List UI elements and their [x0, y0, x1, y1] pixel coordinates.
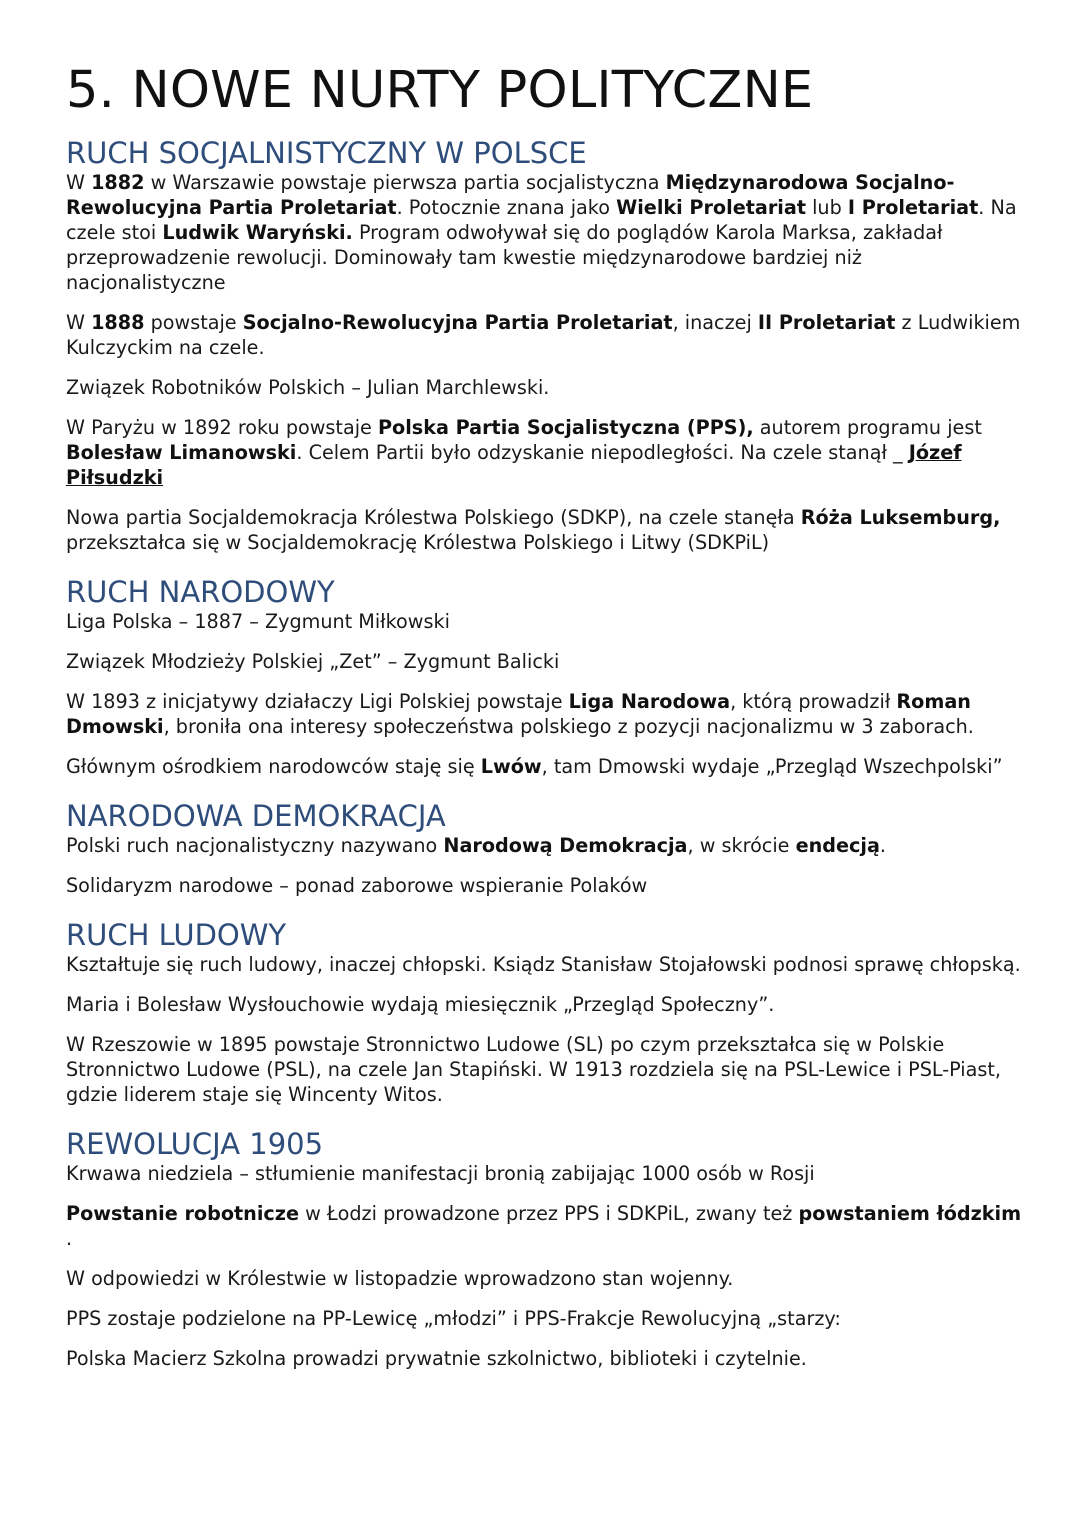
text-run: , którą prowadził	[730, 690, 897, 713]
paragraph	[66, 1306, 1026, 1331]
text-run: , inaczej	[672, 311, 758, 334]
text-run: W odpowiedzi w Królestwie w listopadzie wprowadzono stan wojenny.	[66, 1267, 734, 1290]
section	[66, 918, 1026, 1107]
text-run: Liga Polska – 1887 – Zygmunt Miłkowski	[66, 610, 450, 633]
text-run: przekształca się w Socjaldemokrację Królestwa Polskiego i Litwy (SDKPiL)	[66, 531, 770, 554]
text-run: Solidaryzm narodowe – ponad zaborowe wspieranie Polaków	[66, 874, 648, 897]
paragraph	[66, 992, 1026, 1017]
text-run: W	[66, 311, 92, 334]
text-run: W Rzeszowie w 1895 powstaje Stronnictwo Ludowe (SL) po czym przekształca się w Polskie Stronnictwo Ludowe (PSL), na czele Jan Stapiński. W 1913 rozdziela się na PSL-Lewice i PSL-Piast, gdzie liderem staje się Wincenty Witos.	[66, 1033, 1002, 1106]
bold-text: Róża Luksemburg,	[800, 506, 1001, 529]
paragraph	[66, 952, 1026, 977]
section-heading: REWOLUCJA 1905	[66, 1127, 324, 1161]
text-run: W	[66, 171, 92, 194]
text-run: Kształtuje się ruch ludowy, inaczej chłopski. Ksiądz Stanisław Stojałowski podnosi sprawę chłopską.	[66, 953, 1021, 976]
text-run: Polska Macierz Szkolna prowadzi prywatnie szkolnictwo, biblioteki i czytelnie.	[66, 1347, 807, 1370]
text-run: W 1893 z inicjatywy działaczy Ligi Polskiej powstaje	[66, 690, 569, 713]
bold-text: Narodową Demokracja	[443, 834, 688, 857]
section	[66, 799, 1026, 898]
text-run: Głównym ośrodkiem narodowców staję się	[66, 755, 481, 778]
paragraph	[66, 1161, 1026, 1186]
section	[66, 136, 1026, 555]
bold-text: 1888	[91, 311, 145, 334]
paragraph	[66, 649, 1026, 674]
text-run: . Potocznie znana jako	[396, 196, 617, 219]
paragraph	[66, 310, 1026, 360]
bold-text: Polska Partia Socjalistyczna (PPS),	[377, 416, 754, 439]
text-run: PPS zostaje podzielone na PP-Lewicę „młodzi” i PPS-Frakcje Rewolucyjną „starzy:	[66, 1307, 841, 1330]
paragraph	[66, 1201, 1026, 1251]
bold-text: Wielki Proletariat	[616, 196, 806, 219]
paragraph	[66, 873, 1026, 898]
section-heading: NARODOWA DEMOKRACJA	[66, 799, 446, 833]
text-run: Polski ruch nacjonalistyczny nazywano	[66, 834, 444, 857]
bold-text: powstaniem łódzkim	[798, 1202, 1022, 1225]
text-run: .	[66, 1227, 73, 1250]
bold-text: Bolesław Limanowski	[66, 441, 297, 464]
text-run: Nowa partia Socjaldemokracja Królestwa Polskiego (SDKP), na czele stanęła	[66, 506, 801, 529]
section-heading: RUCH NARODOWY	[66, 575, 335, 609]
text-run: w Warszawie powstaje pierwsza partia socjalistyczna	[144, 171, 666, 194]
bold-text: I Proletariat	[847, 196, 979, 219]
text-run: . Celem Partii było odzyskanie niepodległości. Na czele stanął _	[296, 441, 909, 464]
text-run: Związek Robotników Polskich – Julian Marchlewski.	[66, 376, 550, 399]
paragraph	[66, 689, 1026, 739]
text-run: .	[879, 834, 887, 857]
text-run: powstaje	[144, 311, 243, 334]
section-heading: RUCH LUDOWY	[66, 918, 287, 952]
paragraph	[66, 1346, 1026, 1371]
text-run: , tam Dmowski wydaje „Przegląd Wszechpolski”	[541, 755, 1003, 778]
paragraph	[66, 1266, 1026, 1291]
bold-text: Ludwik Waryński.	[162, 221, 353, 244]
document-page	[66, 60, 1026, 1386]
paragraph	[66, 754, 1026, 779]
sections-container	[66, 136, 1026, 1371]
text-run: Związek Młodzieży Polskiej „Zet” – Zygmunt Balicki	[66, 650, 560, 673]
paragraph	[66, 505, 1026, 555]
paragraph	[66, 1032, 1026, 1107]
bold-text: 1882	[91, 171, 145, 194]
text-run: z Ludwikiem Kulczyckim na czele.	[66, 311, 1021, 359]
text-run: lub	[806, 196, 848, 219]
section-heading: RUCH SOCJALNISTYCZNY W POLSCE	[66, 136, 587, 170]
text-run: autorem programu jest	[753, 416, 982, 439]
bold-text: Roman Dmowski	[66, 690, 971, 738]
bold-text: Socjalno-Rewolucyjna Partia Proletariat	[242, 311, 673, 334]
paragraph	[66, 170, 1026, 295]
paragraph	[66, 415, 1026, 490]
section	[66, 575, 1026, 779]
text-run: , w skrócie	[687, 834, 796, 857]
text-run: , broniła ona interesy społeczeństwa polskiego z pozycji nacjonalizmu w 3 zaborach.	[163, 715, 974, 738]
bold-text: Józef Piłsudzki	[66, 441, 962, 489]
bold-text: II Proletariat	[757, 311, 896, 334]
bold-text: Lwów	[480, 755, 542, 778]
section	[66, 1127, 1026, 1371]
text-run: w Łodzi prowadzone przez PPS i SDKPiL, zwany też	[298, 1202, 799, 1225]
bold-text: endecją	[795, 834, 880, 857]
text-run: W Paryżu w 1892 roku powstaje	[66, 416, 378, 439]
text-run: Program odwoływał się do poglądów Karola Marksa, zakładał przeprowadzenie rewolucji. Dominowały tam kwestie międzynarodowe bardziej niż nacjonalistyczne	[66, 221, 943, 294]
text-run: Krwawa niedziela – stłumienie manifestacji bronią zabijając 1000 osób w Rosji	[66, 1162, 815, 1185]
bold-text: Liga Narodowa	[568, 690, 731, 713]
document-title: 5. NOWE NURTY POLITYCZNE	[66, 61, 814, 120]
paragraph	[66, 609, 1026, 634]
paragraph	[66, 833, 1026, 858]
paragraph	[66, 375, 1026, 400]
bold-text: Powstanie robotnicze	[66, 1202, 299, 1225]
bold-text: Międzynarodowa Socjalno-Rewolucyjna Partia Proletariat	[66, 171, 955, 219]
text-run: . Na czele stoi	[66, 196, 1017, 244]
text-run: Maria i Bolesław Wysłouchowie wydają miesięcznik „Przegląd Społeczny”.	[66, 993, 775, 1016]
